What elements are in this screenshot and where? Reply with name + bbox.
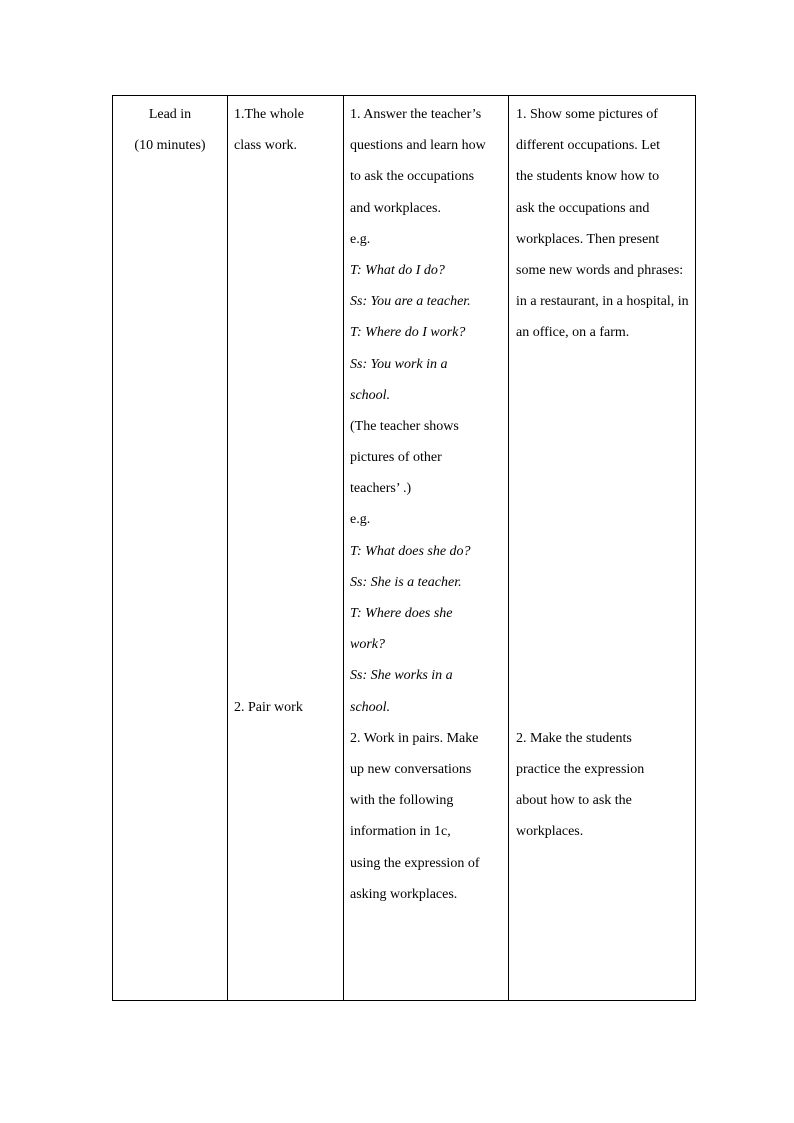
student-line: 2. Work in pairs. Make xyxy=(350,730,479,746)
student-line: e.g. xyxy=(350,512,371,528)
mode-line: 2. Pair work xyxy=(234,699,303,715)
dialogue-line: T: Where do I work? xyxy=(350,325,466,341)
mode-line: class work. xyxy=(234,138,297,154)
dialogue-line: Ss: You are a teacher. xyxy=(350,294,471,310)
student-line: and workplaces. xyxy=(350,200,441,216)
teacher-line: different occupations. Let xyxy=(516,138,660,154)
student-activity-cell xyxy=(350,99,503,910)
teacher-line: workplaces. Then present xyxy=(516,231,660,247)
teacher-line: 2. Make the students xyxy=(516,730,632,746)
dialogue-line: T: Where does she xyxy=(350,606,453,621)
teacher-line: in a restaurant, in a hospital, in xyxy=(516,294,689,310)
student-line: with the following xyxy=(350,793,454,809)
teacher-line: 1. Show some pictures of xyxy=(516,107,658,122)
teacher-activity-cell xyxy=(516,99,690,848)
mode-cell xyxy=(234,99,334,723)
student-line: e.g. xyxy=(350,231,371,247)
dialogue-line: Ss: She is a teacher. xyxy=(350,574,462,590)
dialogue-line: Ss: She works in a xyxy=(350,668,453,684)
dialogue-line: school. xyxy=(350,387,391,403)
teacher-line: an office, on a farm. xyxy=(516,325,630,341)
teacher-line: ask the occupations and xyxy=(516,200,650,216)
column-divider xyxy=(343,96,344,1000)
dialogue-line: Ss: You work in a xyxy=(350,356,448,372)
teacher-line: some new words and phrases: xyxy=(516,262,684,278)
student-line: questions and learn how xyxy=(350,138,486,154)
dialogue-line: T: What do I do? xyxy=(350,262,445,278)
student-line: teachers’ .) xyxy=(350,481,412,497)
stage-cell xyxy=(113,99,227,161)
student-line: asking workplaces. xyxy=(350,886,458,902)
student-line: to ask the occupations xyxy=(350,169,475,185)
teacher-line: workplaces. xyxy=(516,824,584,840)
dialogue-line: T: What does she do? xyxy=(350,543,471,559)
student-line: using the expression of xyxy=(350,855,480,871)
student-line: information in 1c, xyxy=(350,824,451,840)
dialogue-line: work? xyxy=(350,637,385,653)
teacher-line: about how to ask the xyxy=(516,793,632,809)
column-divider xyxy=(508,96,509,1000)
dialogue-line: school. xyxy=(350,699,391,715)
lesson-plan-table xyxy=(112,95,696,1001)
student-line: pictures of other xyxy=(350,450,442,466)
stage-duration: (10 minutes) xyxy=(134,138,206,154)
student-line: up new conversations xyxy=(350,761,472,777)
teacher-line: the students know how to xyxy=(516,169,660,185)
mode-text: 1.The whole xyxy=(234,107,304,122)
mode-line xyxy=(234,99,334,130)
column-divider xyxy=(227,96,228,1000)
stage-name: Lead in xyxy=(148,107,192,122)
student-line: (The teacher shows xyxy=(350,418,459,434)
teacher-line: practice the expression xyxy=(516,762,645,778)
student-line: 1. Answer the teacher’s xyxy=(350,107,482,122)
